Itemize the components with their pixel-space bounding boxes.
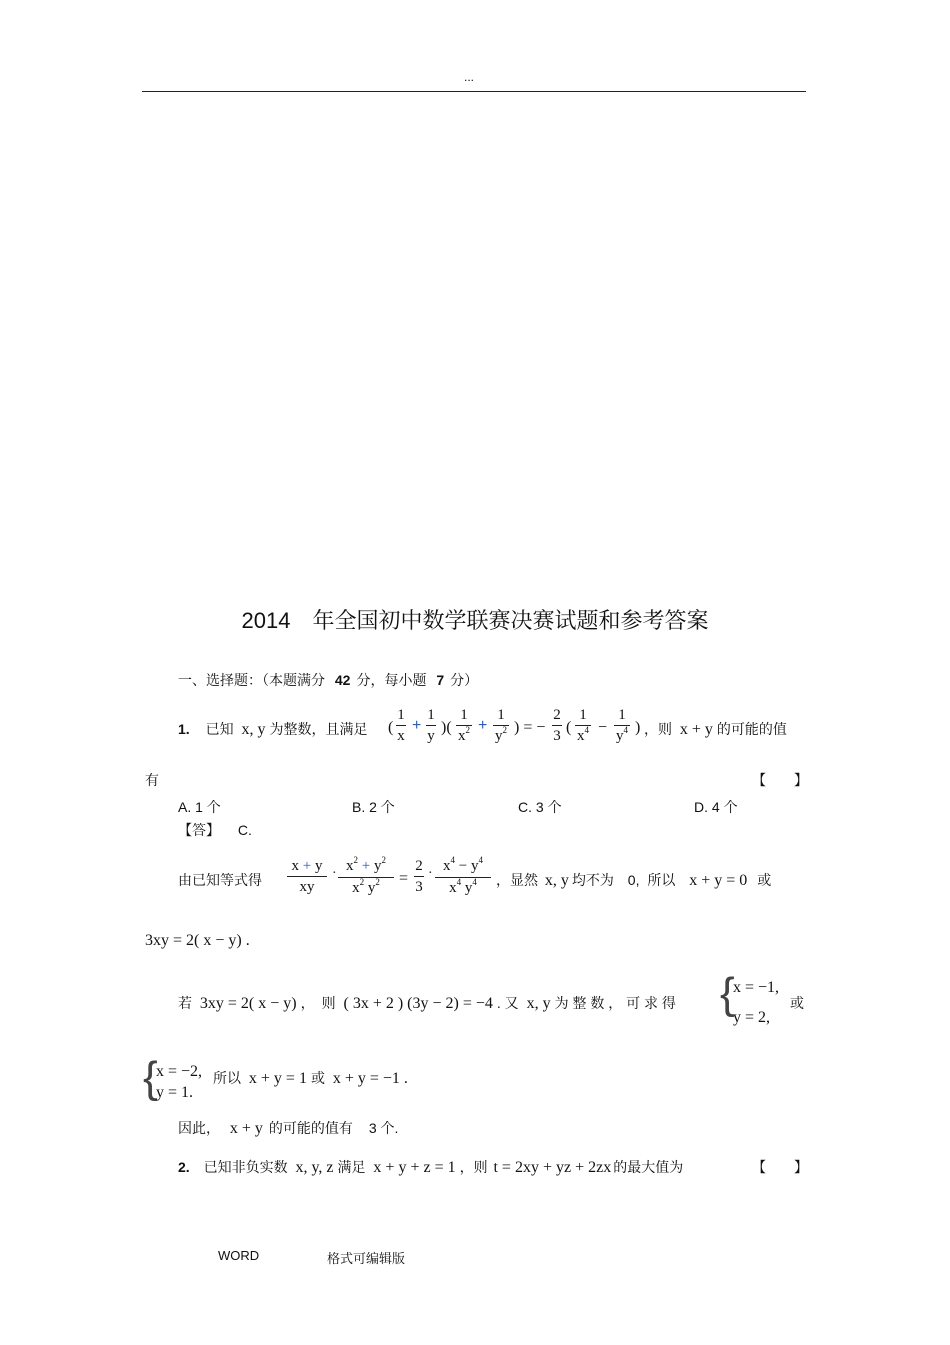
section-score: 42 — [334, 672, 351, 688]
q1-sol1-b: ，显然 — [496, 872, 538, 888]
q1-concl-a: 因此， — [178, 1120, 220, 1136]
q1-sol1-d: 所以 — [647, 872, 676, 888]
system1-brace: { — [720, 969, 735, 1018]
q1-stem-b: 为整数，且满足 — [269, 721, 368, 737]
q1-paren-open: ( — [388, 719, 394, 736]
q1-frac-1-over-y4: 1 $y^4$ — [616, 707, 628, 744]
q1-sol3-h: 或 — [790, 995, 804, 1011]
q2-cond: x + y + z = 1 — [373, 1159, 456, 1176]
q1-paren-mid: )( — [441, 719, 452, 736]
q1-equals: ) = − — [514, 719, 546, 736]
q1-sol4-b: x + y = 1 — [248, 1070, 307, 1087]
q1-stem — [178, 719, 367, 739]
q2-stem-b: 满足 — [337, 1159, 366, 1175]
q1-frac-2-over-3: 2 3 — [553, 707, 561, 744]
q1-sol1-tail — [496, 870, 771, 890]
footer-word: WORD — [218, 1248, 260, 1263]
q1-sol1-vars: x, y — [544, 872, 569, 889]
q1-sol1-zero: 0, — [627, 872, 640, 888]
q1-concl-b: x + y — [229, 1120, 263, 1137]
q2-stem-a: 已知非负实数 — [203, 1159, 288, 1175]
sol-frac-2-3: 2 3 — [415, 858, 423, 895]
q1-sol4-c: 或 — [310, 1070, 325, 1086]
q2-answer-bracket: 【 】 — [752, 1159, 808, 1175]
q1-frac-1-over-y: 1 y — [427, 707, 435, 744]
q1-conclusion — [178, 1118, 398, 1138]
q1-number: 1. — [178, 721, 190, 737]
q1-sol2: 3xy = 2( x − y) . — [145, 932, 250, 949]
q2-number: 2. — [178, 1159, 190, 1175]
q2-stem-d: 的最大值为 — [613, 1159, 684, 1175]
sol-dot-2: · — [428, 866, 433, 881]
system2-line2: y = 1. — [156, 1084, 194, 1101]
q1-option-d: D. 4 个 — [694, 799, 738, 815]
q1-frac-1-over-x4: 1 $x^4$ — [577, 707, 589, 744]
q1-frac-1-over-y2: 1 $y^2$ — [495, 707, 507, 744]
q1-paren-open-2: ( — [566, 719, 572, 736]
q1-sol1-lead: 由已知等式得 — [178, 872, 262, 888]
q1-plus-1: + — [412, 717, 422, 734]
q1-sol4-d: x + y = −1 . — [332, 1070, 408, 1087]
sol-dot-1: · — [332, 866, 337, 881]
q1-option-c: C. 3 个 — [518, 799, 562, 815]
section-heading — [178, 670, 478, 690]
q1-sol3-b: 3xy = 2( x − y) — [199, 995, 297, 1012]
q1-sol3-a: 若 — [178, 995, 192, 1011]
q1-eq-tail: ，则 — [644, 721, 672, 737]
header-ellipsis: ... — [464, 70, 475, 84]
q1-sol3-f: x, y — [526, 995, 551, 1012]
section-mid: 分，每小题 — [356, 672, 427, 688]
q1-sol3-g: 为 整 数 ， 可 求 得 — [554, 995, 676, 1011]
section-suffix: 分） — [450, 672, 479, 688]
sol-frac-fourth: $x^4 - y^4$ $x^4$ $y^4$ — [435, 857, 491, 898]
q2-stem-c: ，则 — [459, 1159, 488, 1175]
q1-answer-value: C. — [237, 822, 252, 838]
q1-concl-d: 3 个. — [368, 1120, 399, 1136]
q1-sol3-c: ， 则 — [300, 995, 336, 1011]
q1-vars: x, y — [241, 721, 266, 738]
q2-vars: x, y, z — [295, 1159, 334, 1176]
q1-sol4-a: 所以 — [213, 1070, 241, 1086]
q1-frac-1-over-x: 1 x — [397, 707, 405, 744]
q1-answer — [178, 820, 252, 840]
q1-wrap: 有 — [145, 772, 159, 788]
q2-expr: t = 2xy + yz + 2zx — [493, 1159, 612, 1176]
q1-concl-c: 的可能的值有 — [268, 1120, 353, 1136]
system2-brace: { — [143, 1053, 158, 1102]
section-prefix: 一、选择题：（本题满分 — [178, 672, 325, 688]
page-title: 2014 年全国初中数学联赛决赛试题和参考答案 — [241, 608, 709, 633]
q1-option-a: A. 1 个 — [178, 799, 221, 815]
q1-answer-label: 【答】 — [178, 822, 220, 838]
q1-stem-a: 已知 — [205, 721, 234, 737]
footer-editable: 格式可编辑版 — [327, 1251, 406, 1266]
q1-sol3-d: ( 3x + 2 ) (3y − 2) = −4 — [343, 995, 493, 1012]
q1-sol1-f: 或 — [757, 872, 772, 888]
system1-line2: y = 2, — [733, 1009, 771, 1026]
sol-frac-xy-sum: x + y xy — [287, 857, 327, 896]
q1-sol1-c: 均不为 — [571, 872, 614, 888]
q1-frac-1-over-x2: 1 $x^2$ — [458, 707, 470, 744]
q1-sol1-e: x + y = 0 — [689, 872, 748, 889]
q1-minus: − — [598, 719, 608, 736]
q1-sol3 — [178, 993, 676, 1013]
q1-sol3-e: . 又 — [496, 995, 519, 1011]
sol-frac-squares: $x^2 + y^2$ $x^2$ $y^2$ — [338, 857, 394, 898]
header-rule — [142, 91, 806, 92]
q1-sol4 — [213, 1068, 412, 1088]
q1-plus-2: + — [478, 717, 488, 734]
section-each: 7 — [436, 672, 445, 688]
q1-expr: x + y — [679, 721, 713, 738]
q1-paren-close: ) — [635, 719, 641, 736]
q1-tail — [644, 719, 787, 739]
q1-answer-bracket: 【 】 — [752, 772, 808, 788]
q2-stem — [178, 1157, 683, 1177]
sol-equals-1: = — [399, 870, 409, 887]
system1-line1: x = −1, — [733, 979, 780, 996]
q1-option-b: B. 2 个 — [352, 799, 395, 815]
q1-stem-c: 的可能的值 — [716, 721, 787, 737]
system2-line1: x = −2, — [156, 1063, 203, 1080]
